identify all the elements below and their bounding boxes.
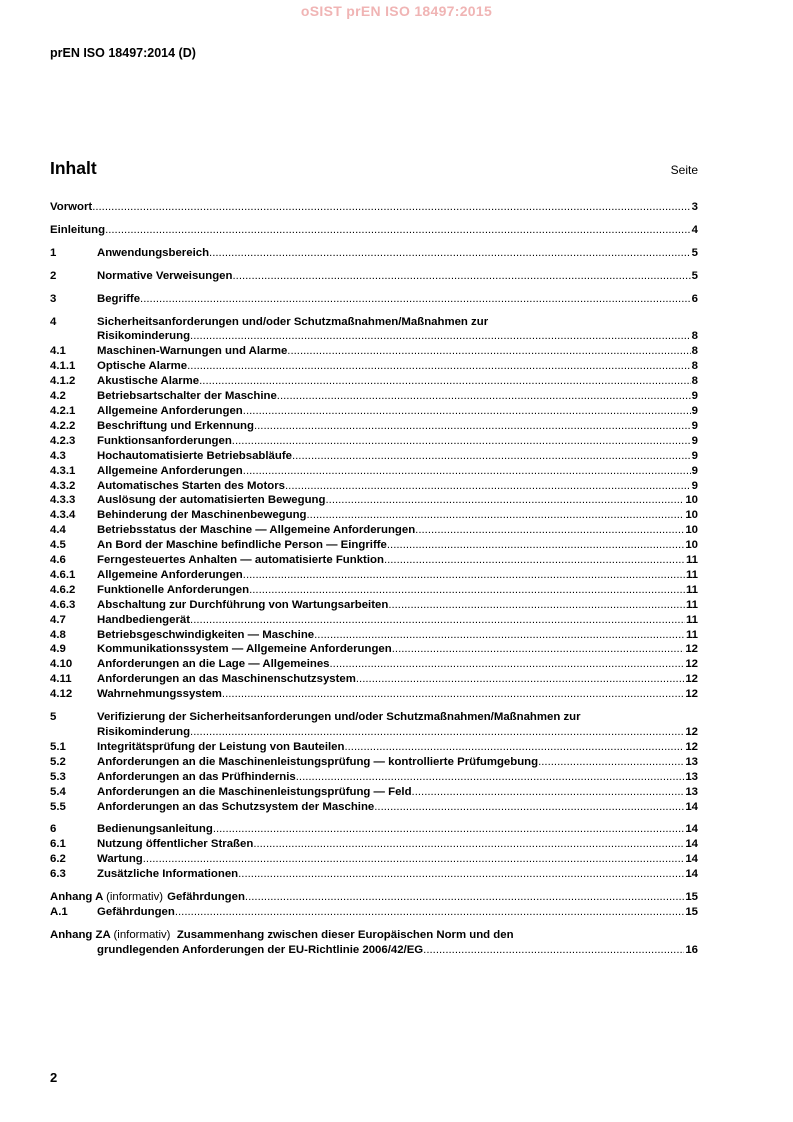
- toc-entry-page: 16: [685, 943, 698, 956]
- toc-entry-title: Funktionsanforderungen: [97, 434, 232, 447]
- toc-entry-page: 5: [691, 246, 698, 259]
- toc-entry-4-12[interactable]: [50, 687, 698, 702]
- toc-entry-title: Anforderungen an das Maschinenschutzsystem: [97, 673, 356, 686]
- dot-leader: [344, 740, 684, 755]
- toc-entry-6-3[interactable]: [50, 867, 698, 882]
- toc-entry-page: 9: [691, 464, 698, 477]
- toc-entry-4-9[interactable]: [50, 642, 698, 657]
- toc-entry-title: Handbediengerät: [97, 613, 191, 626]
- toc-entry-number: 4.2: [50, 390, 66, 403]
- toc-entry-page: 12: [685, 658, 698, 671]
- toc-entry-number: 1: [50, 246, 57, 259]
- toc-entry-4-6-3[interactable]: [50, 598, 698, 613]
- dot-leader: [249, 583, 685, 598]
- dot-leader: [222, 687, 684, 702]
- toc-entry-title: Betriebsgeschwindigkeiten — Maschine: [97, 628, 315, 641]
- toc-entry-title: Allgemeine Anforderungen: [97, 568, 243, 581]
- toc-entry-number: 4.5: [50, 539, 66, 552]
- dot-leader: [143, 852, 685, 867]
- toc-entry-anhang-a[interactable]: [50, 890, 698, 905]
- toc-entry-title: Automatisches Starten des Motors: [97, 479, 285, 492]
- toc-entry-4-1-1[interactable]: [50, 359, 698, 374]
- toc-entry-page: 11: [685, 613, 698, 626]
- dot-leader: [232, 269, 690, 284]
- watermark: oSIST prEN ISO 18497:2015: [300, 3, 493, 19]
- dot-leader: [187, 359, 691, 374]
- toc-entry-4-10[interactable]: [50, 657, 698, 672]
- toc-entry-3[interactable]: [50, 292, 698, 307]
- annex-qualifier: (informativ): [106, 891, 164, 904]
- toc-entry-number: 4.3.3: [50, 494, 76, 507]
- dot-leader: [423, 943, 684, 958]
- toc-entry-number: 4.10: [50, 658, 73, 671]
- dot-leader: [190, 613, 685, 628]
- toc-entry-4-3-1[interactable]: [50, 464, 698, 479]
- annex-label: Anhang A: [50, 891, 103, 904]
- toc-entry-title: Gefährdungen: [97, 905, 175, 918]
- dot-leader: [292, 449, 691, 464]
- toc-entry-title: Nutzung öffentlicher Straßen: [97, 838, 254, 851]
- dot-leader: [330, 657, 685, 672]
- toc-entry-title-line1: [50, 928, 684, 943]
- toc-entry-number: 4.3.2: [50, 479, 76, 492]
- dot-leader: [306, 508, 684, 523]
- toc-entry-page: 13: [685, 785, 698, 798]
- dot-leader: [243, 464, 691, 479]
- toc-entry-title: Zusammenhang zwischen dieser Europäischen Norm und den: [176, 928, 514, 941]
- toc-entry-5-5[interactable]: [50, 800, 698, 815]
- toc-entry-4-6[interactable]: [50, 553, 698, 568]
- toc-entry-4-8[interactable]: [50, 628, 698, 643]
- toc-entry-title-cont: Risikominderung: [97, 330, 191, 343]
- toc-entry-6-2[interactable]: [50, 852, 698, 867]
- toc-entry-4-4[interactable]: [50, 523, 698, 538]
- toc-entry-page: 4: [691, 223, 698, 236]
- toc-entry-number: 4.3.1: [50, 464, 76, 477]
- toc-entry-title: Anforderungen an das Prüfhindernis: [97, 770, 296, 783]
- toc-entry-title: Anwendungsbereich: [97, 246, 210, 259]
- dot-leader: [384, 553, 685, 568]
- dot-leader: [199, 374, 691, 389]
- toc-entry-title: Anforderungen an das Schutzsystem der Maschine: [97, 800, 375, 813]
- toc-entry-number: 4.2.3: [50, 434, 76, 447]
- toc-entry-4-3[interactable]: [50, 449, 698, 464]
- toc-entry-number: 4.2.2: [50, 419, 76, 432]
- toc-entry-page: 15: [685, 891, 698, 904]
- toc-entry-4-6-2[interactable]: [50, 583, 698, 598]
- toc-entry-title: Integritätsprüfung der Leistung von Bauteilen: [97, 740, 345, 753]
- toc-entry-page: 9: [691, 434, 698, 447]
- toc-entry-title: Normative Verweisungen: [97, 269, 233, 282]
- toc-entry-number: 4.6.3: [50, 598, 76, 611]
- toc-entry-page: 8: [691, 330, 698, 343]
- toc-entry-title: Einleitung: [50, 223, 106, 236]
- toc-entry-4-2-1[interactable]: [50, 404, 698, 419]
- toc-entry-title: Bedienungsanleitung: [97, 823, 213, 836]
- toc-entry-5[interactable]: [50, 710, 698, 740]
- toc-entry-page: 8: [691, 375, 698, 388]
- toc-entry-title-cont: grundlegenden Anforderungen der EU-Richtlinie 2006/42/EG: [97, 943, 424, 956]
- toc-entry-title: Behinderung der Maschinenbewegung: [97, 509, 307, 522]
- toc-entry-5-3[interactable]: [50, 770, 698, 785]
- toc-entry-page: 12: [685, 726, 698, 738]
- toc-entry-number: 5.2: [50, 755, 66, 768]
- toc-entry-page: 14: [685, 853, 698, 866]
- toc-entry-page: 9: [691, 479, 698, 492]
- toc-entry-number: 6: [50, 823, 57, 836]
- toc-entry-title: Betriebsartschalter der Maschine: [97, 390, 277, 403]
- dot-leader: [412, 785, 685, 800]
- dot-leader: [209, 246, 691, 261]
- toc-entry-number: 4.3: [50, 449, 66, 462]
- toc-entry-title: Akustische Alarme: [97, 375, 200, 388]
- toc-entry-4-3-2[interactable]: [50, 479, 698, 494]
- document-id: prEN ISO 18497:2014 (D): [50, 46, 196, 60]
- toc-entry-page: 9: [691, 419, 698, 432]
- toc-entry-page: 10: [685, 494, 698, 507]
- toc-entry-6-1[interactable]: [50, 837, 698, 852]
- dot-leader: [232, 434, 691, 449]
- toc-entry-4-1[interactable]: [50, 344, 698, 359]
- toc-entry-title: Vorwort: [50, 201, 93, 213]
- toc-entry-title: Hochautomatisierte Betriebsabläufe: [97, 449, 292, 462]
- toc-entry-4-2[interactable]: [50, 389, 698, 404]
- toc-entry-4-6-1[interactable]: [50, 568, 698, 583]
- annex-label-group: [50, 890, 167, 905]
- toc-entry-page: 11: [685, 628, 698, 641]
- dot-leader: [287, 344, 690, 359]
- dot-leader: [175, 905, 684, 920]
- toc-entry-page: 10: [685, 524, 698, 537]
- toc-entry-page: 6: [691, 292, 698, 305]
- toc-entry-title: Zusätzliche Informationen: [97, 868, 239, 881]
- toc-entry-title: Begriffe: [97, 292, 141, 305]
- toc-entry-number: 4.6.1: [50, 568, 76, 581]
- toc-entry-title: An Bord der Maschine befindliche Person — Eingriffe: [97, 539, 387, 552]
- toc-entry-title: Gefährdungen: [167, 891, 245, 904]
- toc-entry-title: Anforderungen an die Maschinenleistungsprüfung — Feld: [97, 785, 412, 798]
- dot-leader: [92, 200, 690, 215]
- toc-header: [50, 158, 698, 179]
- toc-entry-number: 3: [50, 292, 57, 305]
- toc-entry-number: 5.4: [50, 785, 66, 798]
- toc-entry-number: A.1: [50, 905, 68, 918]
- toc-entry-number: 5.1: [50, 740, 66, 753]
- toc-entry-title: Sicherheitsanforderungen und/oder Schutzmaßnahmen/Maßnahmen zur: [97, 315, 489, 328]
- toc-entry-5-4[interactable]: [50, 785, 698, 800]
- toc-entry-number: 5.5: [50, 800, 66, 813]
- toc-entry-6[interactable]: [50, 822, 698, 837]
- toc-entry-title: Allgemeine Anforderungen: [97, 404, 243, 417]
- toc-entry-a-1[interactable]: [50, 905, 698, 920]
- dot-leader: [296, 770, 685, 785]
- toc-entry-1[interactable]: [50, 246, 698, 261]
- toc-entry-title: Allgemeine Anforderungen: [97, 464, 243, 477]
- toc-entry-title: Verifizierung der Sicherheitsanforderungen und/oder Schutzmaßnahmen/Maßnahmen zur: [97, 711, 581, 724]
- dot-leader: [387, 538, 684, 553]
- toc-entry-page: 3: [691, 201, 698, 213]
- toc-entry-4[interactable]: [50, 315, 698, 345]
- toc-entry-number: 4: [50, 315, 57, 328]
- toc-entry-number: 4.9: [50, 643, 66, 656]
- toc-entry-4-5[interactable]: [50, 538, 698, 553]
- toc-entry-number: 5.3: [50, 770, 66, 783]
- toc-entry-page: 13: [685, 770, 698, 783]
- dot-leader: [105, 223, 691, 238]
- toc-entry-number: 4.3.4: [50, 509, 76, 522]
- toc-entry-number: 6.1: [50, 838, 66, 851]
- table-of-contents: [50, 200, 698, 958]
- toc-entry-number: 4.6.2: [50, 583, 76, 596]
- toc-entry-number: 4.8: [50, 628, 66, 641]
- dot-leader: [356, 672, 684, 687]
- toc-entry-page: 14: [685, 823, 698, 836]
- dot-leader: [190, 329, 691, 344]
- toc-entry-page: 9: [691, 404, 698, 417]
- toc-entry-number: 5: [50, 711, 57, 724]
- toc-entry-page: 10: [685, 539, 698, 552]
- toc-entry-number: 4.1.2: [50, 375, 76, 388]
- toc-entry-page: 10: [685, 509, 698, 522]
- dot-leader: [285, 479, 691, 494]
- toc-entry-4-2-3[interactable]: [50, 434, 698, 449]
- toc-entry-number: 6.2: [50, 853, 66, 866]
- toc-entry-page: 14: [685, 800, 698, 813]
- dot-leader: [374, 800, 684, 815]
- toc-entry-page: 12: [685, 673, 698, 686]
- annex-qualifier: (informativ): [113, 928, 171, 941]
- toc-entry-title: Wahrnehmungssystem: [97, 688, 222, 701]
- dot-leader: [140, 292, 691, 307]
- toc-entry-einleitung[interactable]: [50, 223, 698, 238]
- toc-entry-page: 8: [691, 345, 698, 358]
- toc-entry-number: 6.3: [50, 868, 66, 881]
- toc-entry-anhang-za[interactable]: [50, 928, 698, 958]
- dot-leader: [243, 404, 691, 419]
- toc-entry-page: 15: [685, 905, 698, 918]
- dot-leader: [238, 867, 684, 882]
- dot-leader: [388, 598, 685, 613]
- toc-entry-4-2-2[interactable]: [50, 419, 698, 434]
- toc-entry-title: Maschinen-Warnungen und Alarme: [97, 345, 288, 358]
- toc-entry-2[interactable]: [50, 269, 698, 284]
- toc-entry-page: 12: [685, 740, 698, 753]
- toc-entry-number: 4.1: [50, 345, 66, 358]
- annex-label: Anhang ZA: [50, 928, 111, 941]
- toc-entry-page: 8: [691, 360, 698, 373]
- dot-leader: [190, 725, 684, 740]
- dot-leader: [392, 642, 685, 657]
- toc-entry-title: Ferngesteuertes Anhalten — automatisierte Funktion: [97, 554, 384, 567]
- toc-entry-number: 4.1.1: [50, 360, 76, 373]
- dot-leader: [245, 890, 684, 905]
- toc-entry-4-11[interactable]: [50, 672, 698, 687]
- dot-leader: [254, 419, 691, 434]
- toc-entry-5-1[interactable]: [50, 740, 698, 755]
- toc-entry-vorwort[interactable]: [50, 200, 698, 215]
- dot-leader: [253, 837, 684, 852]
- toc-entry-page: 11: [685, 583, 698, 596]
- toc-entry-title: Betriebsstatus der Maschine — Allgemeine Anforderungen: [97, 524, 416, 537]
- dot-leader: [538, 755, 684, 770]
- toc-entry-number: 4.12: [50, 688, 73, 701]
- toc-entry-page: 12: [685, 643, 698, 656]
- toc-entry-title: Auslösung der automatisierten Bewegung: [97, 494, 326, 507]
- toc-entry-page: 9: [691, 449, 698, 462]
- toc-entry-page: 9: [691, 390, 698, 403]
- dot-leader: [277, 389, 691, 404]
- toc-entry-number: 4.4: [50, 524, 66, 537]
- toc-entry-number: 4.7: [50, 613, 66, 626]
- toc-entry-title: Anforderungen an die Maschinenleistungsprüfung — kontrollierte Prüfumgebung: [97, 755, 539, 768]
- toc-entry-page: 14: [685, 838, 698, 851]
- toc-entry-number: 4.2.1: [50, 404, 76, 417]
- dot-leader: [415, 523, 684, 538]
- toc-entry-number: 4.6: [50, 554, 66, 567]
- toc-entry-4-1-2[interactable]: [50, 374, 698, 389]
- toc-entry-4-7[interactable]: [50, 613, 698, 628]
- page-number: 2: [50, 1070, 58, 1085]
- toc-entry-number: 4.11: [50, 673, 72, 686]
- dot-leader: [243, 568, 685, 583]
- toc-entry-number: 2: [50, 269, 57, 282]
- toc-page-label: Seite: [670, 163, 698, 177]
- toc-entry-page: 13: [685, 755, 698, 768]
- toc-entry-title: Optische Alarme: [97, 360, 188, 373]
- toc-entry-5-2[interactable]: [50, 755, 698, 770]
- toc-entry-page: 12: [685, 688, 698, 701]
- toc-entry-title-cont: Risikominderung: [97, 726, 191, 738]
- toc-entry-page: 14: [685, 868, 698, 881]
- toc-entry-page: 5: [691, 269, 698, 282]
- toc-entry-page: 11: [685, 568, 698, 581]
- dot-leader: [213, 822, 685, 837]
- toc-entry-title: Anforderungen an die Lage — Allgemeines: [97, 658, 330, 671]
- dot-leader: [325, 493, 684, 508]
- toc-entry-page: 11: [685, 598, 698, 611]
- toc-entry-title: Wartung: [97, 853, 143, 866]
- toc-entry-title: Funktionelle Anforderungen: [97, 583, 250, 596]
- toc-entry-title: Abschaltung zur Durchführung von Wartungsarbeiten: [97, 598, 389, 611]
- dot-leader: [314, 628, 685, 643]
- toc-title: Inhalt: [50, 158, 97, 178]
- toc-entry-page: 11: [685, 554, 698, 567]
- toc-entry-title: Beschriftung und Erkennung: [97, 419, 254, 432]
- toc-entry-4-3-3[interactable]: [50, 493, 698, 508]
- toc-entry-4-3-4[interactable]: [50, 508, 698, 523]
- toc-entry-title: Kommunikationssystem — Allgemeine Anforderungen: [97, 643, 392, 656]
